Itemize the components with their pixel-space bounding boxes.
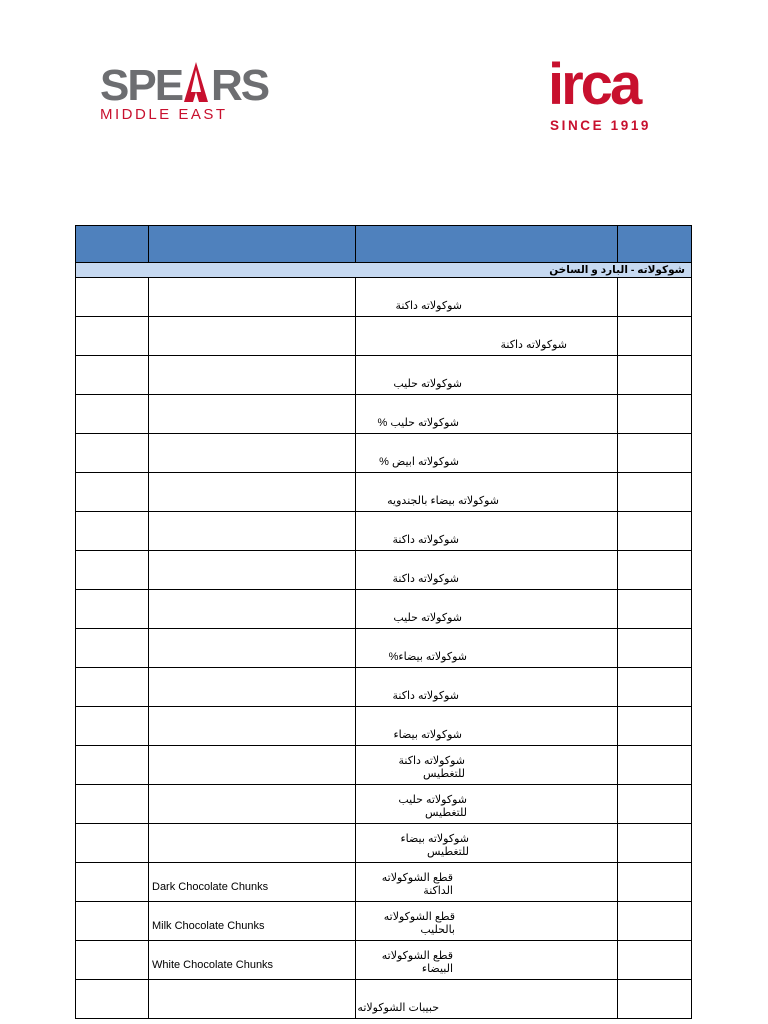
- header-cell: [149, 226, 356, 263]
- arabic-name-cell: شوكولاته داكنة للتغطيس: [356, 746, 618, 785]
- extra-cell: [618, 278, 692, 317]
- arabic-name-cell: شوكولاته داكنة: [356, 512, 618, 551]
- svg-text:MIDDLE EAST: MIDDLE EAST: [100, 106, 228, 122]
- table-row: [76, 512, 692, 551]
- header-cell: [618, 226, 692, 263]
- spears-middle-east-logo: [100, 62, 270, 122]
- table-row: [76, 668, 692, 707]
- english-name-cell: [149, 473, 356, 512]
- table-row: [76, 980, 692, 1019]
- extra-cell: [618, 668, 692, 707]
- extra-cell: [618, 512, 692, 551]
- arabic-name-cell: شوكولاته حليب للتغطيس: [356, 785, 618, 824]
- code-cell: [76, 512, 149, 551]
- code-cell: [76, 902, 149, 941]
- extra-cell: [618, 902, 692, 941]
- code-cell: [76, 746, 149, 785]
- arabic-name-cell: قطع الشوكولاته البيضاء: [356, 941, 618, 980]
- extra-cell: [618, 863, 692, 902]
- code-cell: [76, 473, 149, 512]
- english-name-cell: [149, 551, 356, 590]
- english-name-cell: [149, 785, 356, 824]
- code-cell: [76, 668, 149, 707]
- code-cell: [76, 980, 149, 1019]
- english-name-cell: [149, 668, 356, 707]
- arabic-name-cell: حبيبات الشوكولاته: [356, 980, 618, 1019]
- english-name-cell: [149, 434, 356, 473]
- header-cell: [356, 226, 618, 263]
- table-row: [76, 551, 692, 590]
- arabic-name-cell: شوكولاته داكنة: [356, 551, 618, 590]
- extra-cell: [618, 434, 692, 473]
- table-row: [76, 863, 692, 902]
- code-cell: [76, 395, 149, 434]
- english-name-cell: [149, 512, 356, 551]
- table-row: [76, 278, 692, 317]
- extra-cell: [618, 629, 692, 668]
- table-row: [76, 395, 692, 434]
- extra-cell: [618, 395, 692, 434]
- extra-cell: [618, 356, 692, 395]
- svg-text:irca: irca: [548, 58, 640, 117]
- table-row: [76, 941, 692, 980]
- header-cell: [76, 226, 149, 263]
- table-row: [76, 707, 692, 746]
- english-name-cell: [149, 278, 356, 317]
- english-name-cell: [149, 980, 356, 1019]
- extra-cell: [618, 590, 692, 629]
- svg-text:SINCE 1919: SINCE 1919: [550, 118, 652, 133]
- code-cell: [76, 863, 149, 902]
- section-title: شوكولاته - البارد و الساخن: [76, 263, 692, 278]
- extra-cell: [618, 473, 692, 512]
- table-row: [76, 746, 692, 785]
- extra-cell: [618, 707, 692, 746]
- arabic-name-cell: شوكولاته حليب: [356, 356, 618, 395]
- section-row: [76, 263, 692, 278]
- table-header-row: [76, 226, 692, 263]
- table-row: [76, 902, 692, 941]
- code-cell: [76, 356, 149, 395]
- english-name-cell: [149, 590, 356, 629]
- english-name-cell: [149, 746, 356, 785]
- arabic-name-cell: شوكولاته داكنة: [356, 317, 618, 356]
- arabic-name-cell: شوكولاته بيضاء للتغطيس: [356, 824, 618, 863]
- table-row: [76, 356, 692, 395]
- table-row: [76, 434, 692, 473]
- code-cell: [76, 785, 149, 824]
- table-row: [76, 590, 692, 629]
- table-row: [76, 824, 692, 863]
- english-name-cell: [149, 629, 356, 668]
- arabic-name-cell: شوكولاته حليب: [356, 590, 618, 629]
- table-row: [76, 629, 692, 668]
- code-cell: [76, 278, 149, 317]
- arabic-name-cell: قطع الشوكولاته بالحليب: [356, 902, 618, 941]
- extra-cell: [618, 785, 692, 824]
- arabic-name-cell: شوكولاته بيضاء: [356, 707, 618, 746]
- code-cell: [76, 707, 149, 746]
- table-row: [76, 785, 692, 824]
- english-name-cell: White Chocolate Chunks: [149, 941, 356, 980]
- english-name-cell: Dark Chocolate Chunks: [149, 863, 356, 902]
- irca-logo: [548, 58, 674, 134]
- extra-cell: [618, 941, 692, 980]
- code-cell: [76, 551, 149, 590]
- english-name-cell: [149, 395, 356, 434]
- svg-text:RS: RS: [211, 62, 269, 110]
- table-row: [76, 317, 692, 356]
- arabic-name-cell: شوكولاته بيضاء%: [356, 629, 618, 668]
- arabic-name-cell: شوكولاته حليب %: [356, 395, 618, 434]
- english-name-cell: Milk Chocolate Chunks: [149, 902, 356, 941]
- english-name-cell: [149, 824, 356, 863]
- arabic-name-cell: قطع الشوكولاته الداكنة: [356, 863, 618, 902]
- product-table: [75, 225, 692, 1019]
- english-name-cell: [149, 356, 356, 395]
- code-cell: [76, 941, 149, 980]
- code-cell: [76, 317, 149, 356]
- extra-cell: [618, 980, 692, 1019]
- extra-cell: [618, 824, 692, 863]
- english-name-cell: [149, 707, 356, 746]
- code-cell: [76, 434, 149, 473]
- code-cell: [76, 629, 149, 668]
- svg-text:SPE: SPE: [100, 62, 183, 110]
- table-row: [76, 473, 692, 512]
- code-cell: [76, 824, 149, 863]
- arabic-name-cell: شوكولاته بيضاء بالجندويه: [356, 473, 618, 512]
- extra-cell: [618, 317, 692, 356]
- extra-cell: [618, 746, 692, 785]
- arabic-name-cell: شوكولاته داكنة: [356, 668, 618, 707]
- arabic-name-cell: شوكولاته ابيض %: [356, 434, 618, 473]
- code-cell: [76, 590, 149, 629]
- arabic-name-cell: شوكولاته داكنة: [356, 278, 618, 317]
- extra-cell: [618, 551, 692, 590]
- english-name-cell: [149, 317, 356, 356]
